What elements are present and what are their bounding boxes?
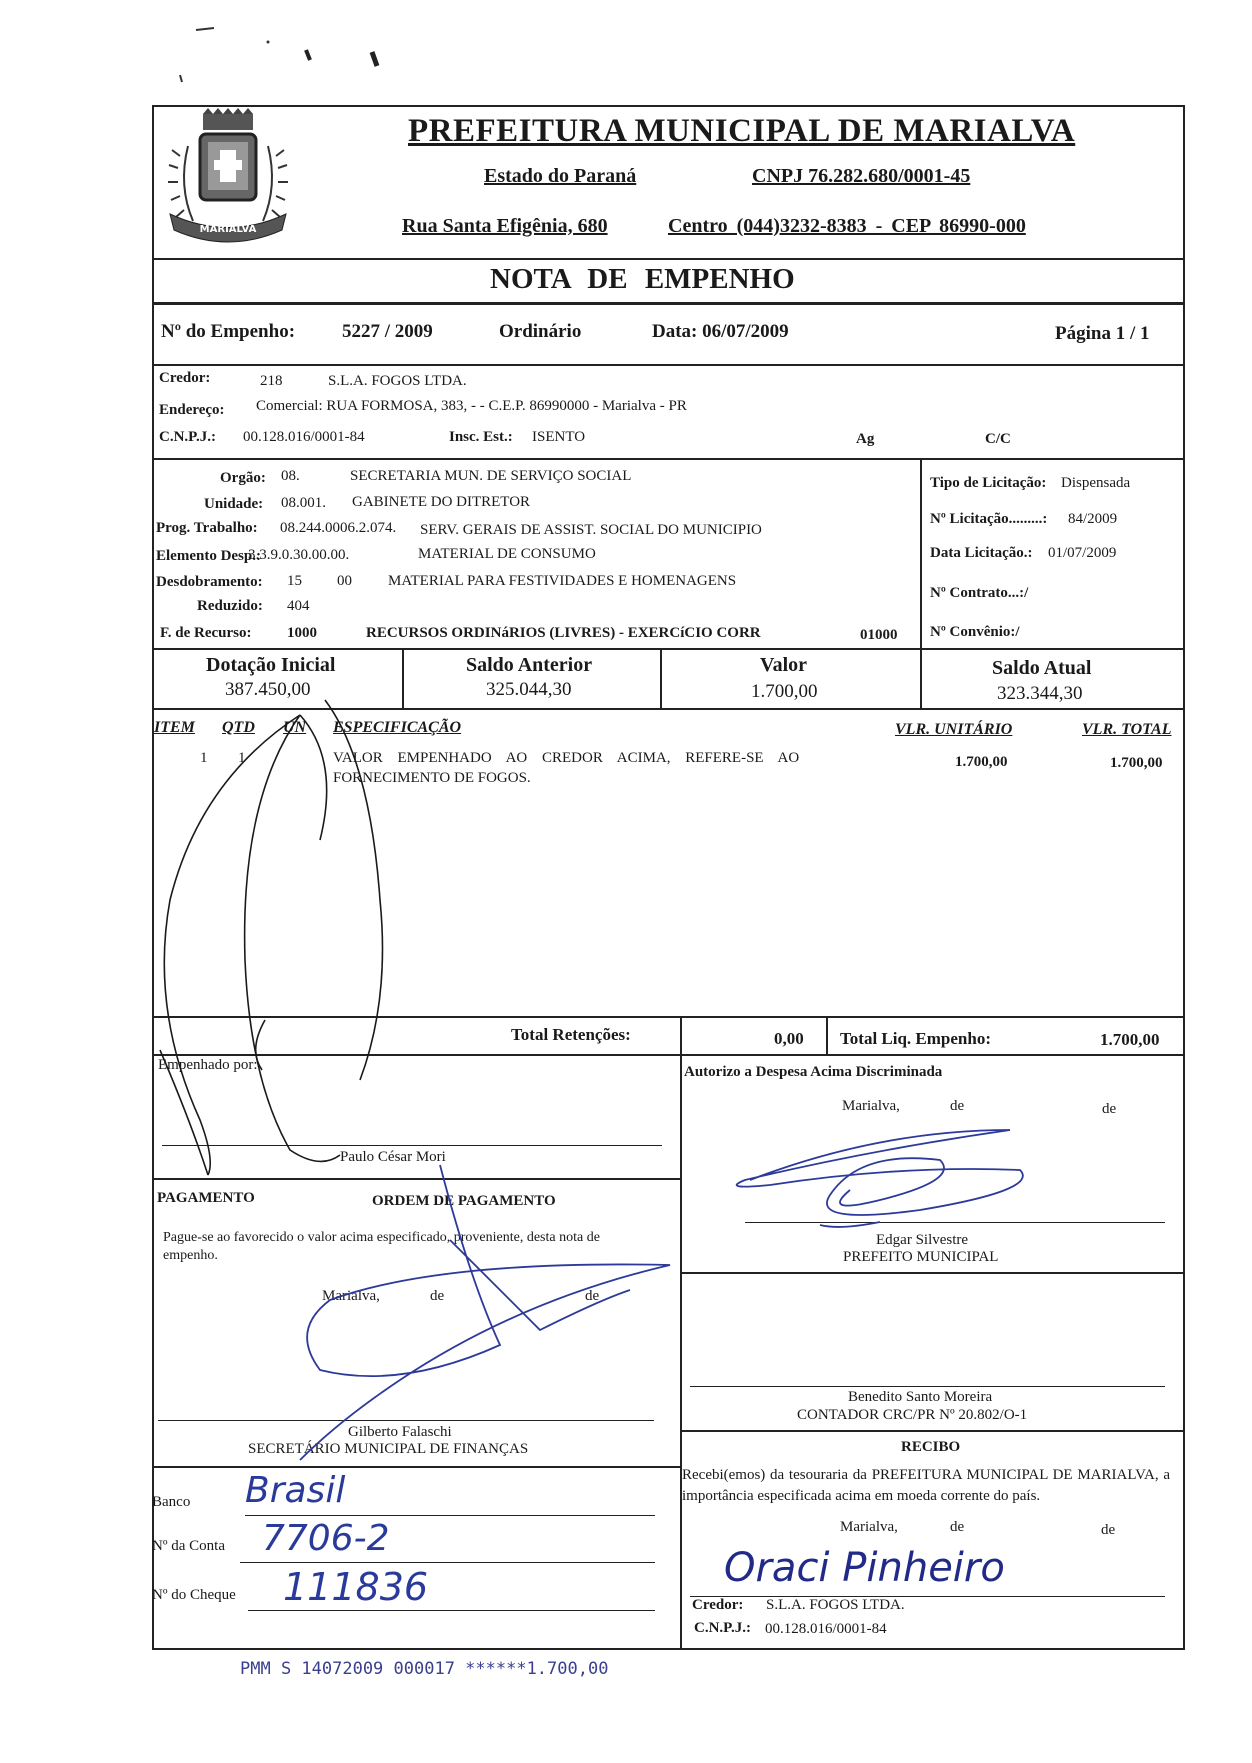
retencoes-value: 0,00 (774, 1029, 804, 1048)
line-banco (245, 1515, 655, 1516)
pagamento-label: PAGAMENTO (157, 1190, 255, 1206)
cheque-label: Nº do Cheque (152, 1587, 236, 1603)
reduzido-value: 404 (287, 598, 310, 614)
tipo-licitacao-label: Tipo de Licitação: (930, 475, 1047, 491)
recibo-place: Marialva, (840, 1519, 898, 1535)
empenho-number-label: Nº do Empenho: (161, 321, 296, 342)
sigline-prefeito (745, 1222, 1165, 1223)
retencoes-label: Total Retenções: (511, 1025, 631, 1044)
contrato-label: Nº Contrato...:/ (930, 585, 1029, 601)
recurso-code: 1000 (287, 625, 317, 641)
contador-name: Benedito Santo Moreira (848, 1389, 993, 1405)
vline-totals-1 (680, 1016, 682, 1054)
hline-right-2 (680, 1430, 1185, 1432)
saldo-anterior-label: Saldo Anterior (466, 654, 593, 676)
desdobramento-desc: MATERIAL PARA FESTIVIDADES E HOMENAGENS (388, 573, 737, 589)
recibo-credor: S.L.A. FOGOS LTDA. (766, 1597, 905, 1613)
col-especificacao: ESPECIFICAÇÃO (333, 719, 462, 736)
empenho-number: 5227 / 2009 (342, 321, 433, 342)
secretario-role: SECRETÁRIO MUNICIPAL DE FINANÇAS (248, 1441, 529, 1457)
recibo-de1: de (950, 1519, 965, 1535)
row-qtd: 1 (238, 750, 246, 766)
dotacao-label: Dotação Inicial (206, 654, 336, 676)
insc-label: Insc. Est.: (449, 429, 513, 445)
dotacao-value: 387.450,00 (225, 679, 311, 700)
col-qtd: QTD (222, 719, 255, 736)
state-name: Estado do Paraná (484, 165, 637, 187)
signature-prefeito (737, 1130, 1023, 1215)
recibo-credor-label: Credor: (692, 1597, 744, 1613)
frame-top (152, 105, 1185, 107)
credor-signature: Oraci Pinheiro (724, 1545, 1005, 1591)
prefeito-role: PREFEITO MUNICIPAL (843, 1249, 999, 1265)
credor-code: 218 (260, 373, 283, 389)
desdobramento-label: Desdobramento: (156, 574, 263, 590)
recibo-cnpj: 00.128.016/0001-84 (765, 1621, 887, 1637)
conta-label: Nº da Conta (152, 1538, 225, 1554)
divider-totals (152, 1054, 1185, 1056)
empenho-type: Ordinário (499, 321, 582, 342)
pagamento-de1: de (430, 1288, 445, 1304)
divider-credor (152, 458, 1185, 460)
coat-of-arms-text: MARIALVA (199, 224, 257, 235)
liquido-value: 1.700,00 (1100, 1030, 1160, 1049)
address-label: Endereço: (159, 402, 225, 418)
pagamento-de2: de (585, 1288, 600, 1304)
coat-of-arms-logo (158, 106, 298, 254)
reduzido-label: Reduzido: (197, 598, 263, 614)
ordem-pagamento-label: ORDEM DE PAGAMENTO (372, 1193, 556, 1209)
convenio-label: Nº Convênio:/ (930, 624, 1020, 640)
prog-code: 08.244.0006.2.074. (280, 520, 397, 536)
sigline-contador (690, 1386, 1165, 1387)
ag-label: Ag (856, 431, 875, 447)
empenhado-name: Paulo César Mori (340, 1149, 446, 1165)
vline-bal-2 (660, 648, 662, 708)
cnpj: CNPJ 76.282.680/0001-45 (752, 165, 971, 187)
orgao-desc: SECRETARIA MUN. DE SERVIÇO SOCIAL (350, 468, 632, 484)
vline-lower (680, 1054, 682, 1648)
recurso-label: F. de Recurso: (160, 625, 252, 641)
banco-label: Banco (152, 1494, 191, 1510)
autorizo-de2: de (1102, 1101, 1117, 1117)
elemento-label: Elemento Desp.: (156, 548, 261, 564)
credor-label: Credor: (159, 370, 211, 386)
hline-left-2 (152, 1466, 680, 1468)
vline-bal-3 (920, 648, 922, 708)
credor-cnpj: 00.128.016/0001-84 (243, 429, 365, 445)
footer-stamp: PMM S 14072009 000017 ******1.700,00 (240, 1659, 609, 1679)
frame-right (1183, 105, 1185, 1650)
divider-header (152, 258, 1185, 260)
col-un: UN (283, 719, 307, 736)
numero-licitacao-label: Nº Licitação.........: (930, 511, 1048, 527)
divider-balances (152, 708, 1185, 710)
unidade-desc: GABINETE DO DITRETOR (352, 494, 531, 510)
cc-label: C/C (985, 431, 1011, 447)
autorizo-place: Marialva, (842, 1098, 900, 1114)
credor-cnpj-label: C.N.P.J.: (159, 429, 216, 445)
elemento-desc: MATERIAL DE CONSUMO (418, 546, 596, 562)
insc-value: ISENTO (532, 429, 586, 445)
data-licitacao: 01/07/2009 (1048, 545, 1117, 561)
address-rest: Centro (044)3232-8383 - CEP 86990-000 (668, 215, 1026, 237)
cheque-value: 111836 (283, 1565, 429, 1609)
unidade-code: 08.001. (281, 495, 326, 511)
numero-licitacao: 84/2009 (1068, 511, 1118, 527)
line-conta (240, 1562, 655, 1563)
prog-desc: SERV. GERAIS DE ASSIST. SOCIAL DO MUNICIPIO (420, 522, 762, 538)
row-item: 1 (200, 750, 208, 766)
orgao-code: 08. (281, 468, 300, 484)
frame-bottom (152, 1648, 1185, 1650)
row-vlr-unitario: 1.700,00 (955, 754, 1008, 770)
row-espec-line1: VALOR EMPENHADO AO CREDOR ACIMA, REFERE-SE AO (333, 750, 800, 766)
sigline-credor (690, 1596, 1165, 1597)
vline-totals-2 (826, 1016, 828, 1054)
contador-role: CONTADOR CRC/PR Nº 20.802/O-1 (797, 1407, 1028, 1423)
sigline-secretario (158, 1420, 654, 1421)
prog-label: Prog. Trabalho: (156, 520, 258, 536)
row-espec-line2: FORNECIMENTO DE FOGOS. (333, 770, 531, 786)
liquido-label: Total Liq. Empenho: (840, 1029, 991, 1048)
saldo-atual-value: 323.344,30 (997, 683, 1083, 704)
frame-left (152, 105, 154, 1650)
pagamento-place: Marialva, (322, 1288, 380, 1304)
recibo-text: Recebi(emos) da tesouraria da PREFEITURA MUNICIPAL DE MARIALVA, a importância especificada acima em moeda corrente do país. (682, 1467, 1170, 1504)
desdobramento-code: 15 (287, 573, 302, 589)
vline-bal-1 (402, 648, 404, 708)
empenhado-label: Empenhado por: (158, 1057, 258, 1073)
tipo-licitacao: Dispensada (1061, 475, 1131, 491)
data-licitacao-label: Data Licitação.: (930, 545, 1033, 561)
col-item: ITEM (154, 719, 195, 736)
recurso-desc: RECURSOS ORDINáRIOS (LIVRES) - EXERCíCIO CORR (366, 625, 761, 641)
conta-value: 7706-2 (262, 1518, 390, 1559)
divider-budget (152, 648, 1185, 650)
vline-licitacao (920, 458, 922, 648)
empenho-date: Data: 06/07/2009 (652, 321, 789, 342)
recibo-label: RECIBO (901, 1439, 961, 1455)
sigline-empenhado (162, 1145, 662, 1146)
divider-empenho (152, 364, 1185, 366)
recurso-code2: 01000 (860, 627, 898, 643)
col-vlr-total: VLR. TOTAL (1082, 721, 1172, 738)
divider-title (152, 302, 1185, 305)
prefeito-name: Edgar Silvestre (876, 1232, 969, 1248)
recibo-cnpj-label: C.N.P.J.: (694, 1620, 751, 1636)
col-vlr-unitario: VLR. UNITÁRIO (895, 721, 1013, 738)
saldo-anterior-value: 325.044,30 (486, 679, 572, 700)
line-cheque (248, 1610, 655, 1611)
hline-right-1 (680, 1272, 1185, 1274)
row-vlr-total: 1.700,00 (1110, 755, 1163, 771)
page-title: PREFEITURA MUNICIPAL DE MARIALVA (408, 113, 1076, 149)
secretario-name: Gilberto Falaschi (348, 1424, 452, 1440)
banco-value: Brasil (245, 1470, 346, 1511)
street: Rua Santa Efigênia, 680 (402, 215, 608, 237)
valor-label: Valor (760, 654, 808, 676)
pagamento-text: Pague-se ao favorecido o valor acima especificado, proveniente, desta nota de empenho. (163, 1230, 600, 1263)
credor-name: S.L.A. FOGOS LTDA. (328, 373, 467, 389)
orgao-label: Orgão: (220, 470, 266, 486)
desdobramento-code2: 00 (337, 573, 352, 589)
autorizo-de1: de (950, 1098, 965, 1114)
elemento-code: 3.3.9.0.30.00.00. (248, 547, 350, 563)
hline-left-1 (152, 1178, 680, 1180)
saldo-atual-label: Saldo Atual (992, 657, 1092, 679)
recibo-de2: de (1101, 1522, 1116, 1538)
page-number: Página 1 / 1 (1055, 323, 1150, 344)
doc-title: NOTA DE EMPENHO (490, 263, 795, 295)
unidade-label: Unidade: (204, 496, 264, 512)
valor-value: 1.700,00 (751, 681, 818, 702)
autorizo-label: Autorizo a Despesa Acima Discriminada (684, 1064, 943, 1080)
credor-address: Comercial: RUA FORMOSA, 383, - - C.E.P. 86990000 - Marialva - PR (256, 398, 687, 414)
divider-items (152, 1016, 1185, 1018)
